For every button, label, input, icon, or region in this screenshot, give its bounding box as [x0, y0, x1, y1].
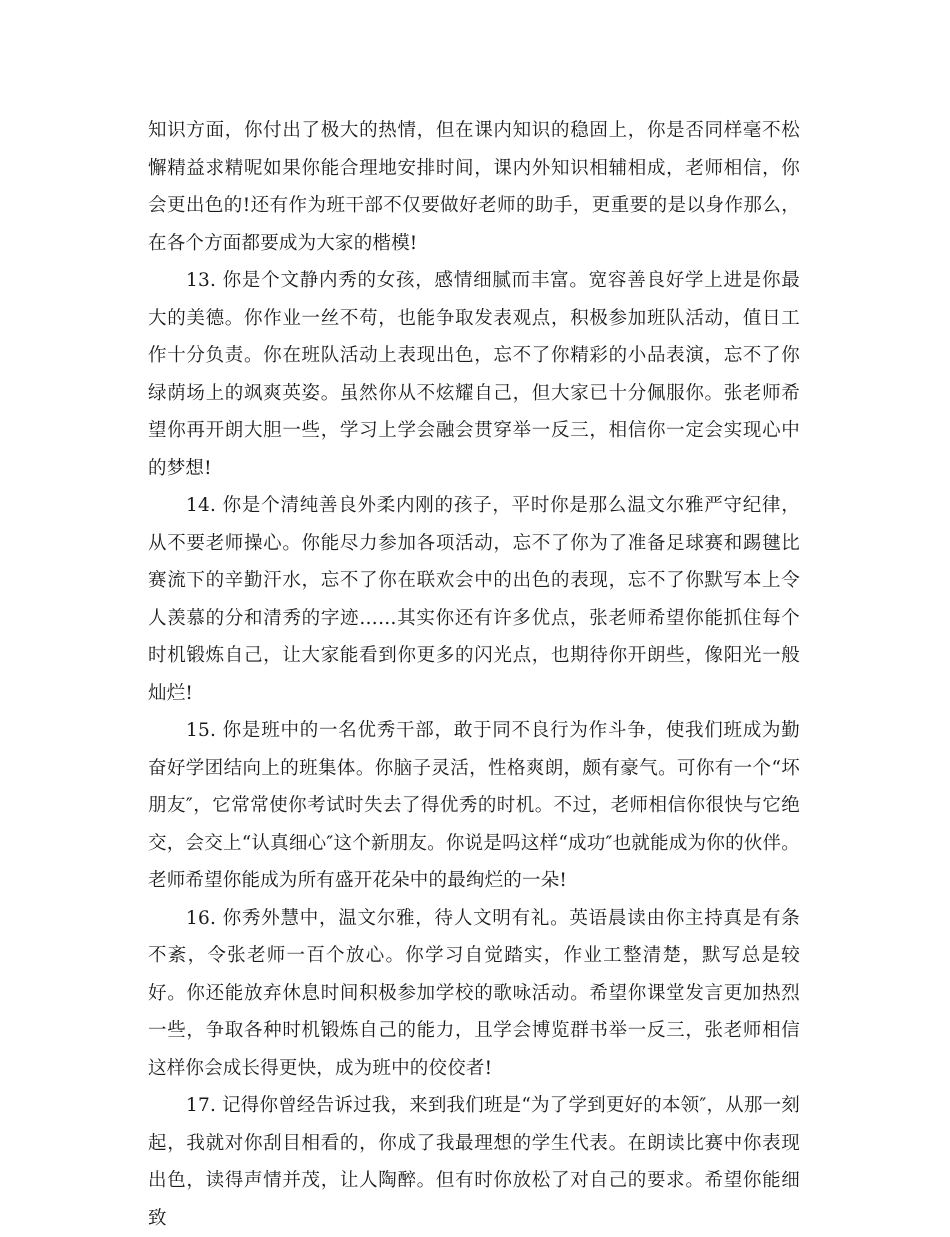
paragraph-15: 15. 你是班中的一名优秀干部，敢于同不良行为作斗争，使我们班成为勤奋好学团结向上的班集体。你脑子灵活，性格爽朗，颇有豪气。可你有一个“坏朋友″，它常常使你考试时失去了得优秀的时机。不过，老师相信你很快与它绝交，会交上“认真细心″这个新朋友。你说是吗这样“成功″也就能成为你的伙伴。老师希望你能成为所有盛开花朵中的最绚烂的一朵! [148, 720, 800, 891]
document-body [148, 112, 800, 1237]
paragraph-16: 16. 你秀外慧中，温文尔雅，待人文明有礼。英语晨读由你主持真是有条不紊，令张老师一百个放心。你学习自觉踏实，作业工整清楚，默写总是较好。你还能放弃休息时间积极参加学校的歌咏活动。希望你课堂发言更加热烈一些，争取各种时机锻炼自己的能力，且学会博览群书举一反三，张老师相信这样你会成长得更快，成为班中的佼佼者! [148, 907, 800, 1079]
paragraph-13: 13. 你是个文静内秀的女孩，感情细腻而丰富。宽容善良好学上进是你最大的美德。你作业一丝不苟，也能争取发表观点，积极参加班队活动，值日工作十分负责。你在班队活动上表现出色，忘不了你精彩的小品表演，忘不了你绿荫场上的飒爽英姿。虽然你从不炫耀自己，但大家已十分佩服你。张老师希望你再开朗大胆一些，学习上学会融会贯穿举一反三，相信你一定会实现心中的梦想! [148, 270, 800, 479]
paragraph-continued: 知识方面，你付出了极大的热情，但在课内知识的稳固上，你是否同样毫不松懈精益求精呢如果你能合理地安排时间，课内外知识相辅相成，老师相信，你会更出色的!还有作为班干部不仅要做好老师的助手，更重要的是以身作那么，在各个方面都要成为大家的楷模! [148, 120, 800, 254]
paragraph-14: 14. 你是个清纯善良外柔内刚的孩子，平时你是那么温文尔雅严守纪律，从不要老师操心。你能尽力参加各项活动，忘不了你为了准备足球赛和踢毽比赛流下的辛勤汗水，忘不了你在联欢会中的出色的表现，忘不了你默写本上令人羡慕的分和清秀的字迹……其实你还有许多优点，张老师希望你能抓住每个时机锻炼自己，让大家能看到你更多的闪光点，也期待你开朗些，像阳光一般灿烂! [148, 495, 800, 704]
paragraph-17: 17. 记得你曾经告诉过我，来到我们班是“为了学到更好的本领″，从那一刻起，我就对你刮目相看的，你成了我最理想的学生代表。在朗读比赛中你表现出色，读得声情并茂，让人陶醉。但有时你放松了对自己的要求。希望你能细致 [148, 1095, 800, 1229]
